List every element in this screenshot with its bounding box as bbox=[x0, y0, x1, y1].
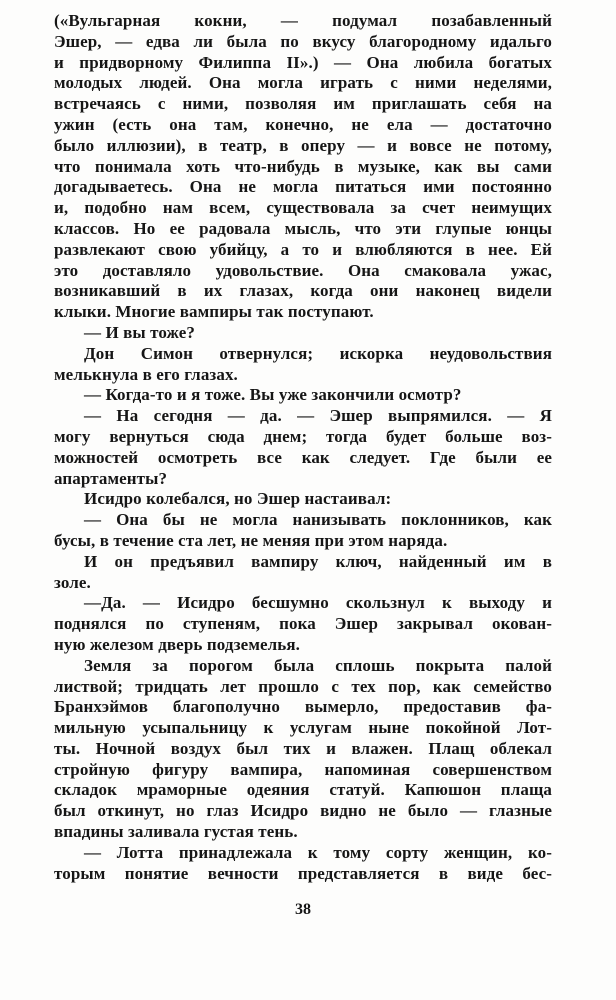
text-line: встречаясь с ними, позволяя им приглашать себя на bbox=[54, 94, 552, 114]
text-line: клыки. Многие вампиры так поступают. bbox=[54, 302, 374, 322]
text-line: это доставляло удовольствие. Она смаковала ужас, bbox=[54, 260, 552, 280]
text-line: возникавший в их глазах, когда они наконец видели bbox=[54, 281, 552, 301]
text-line: Эшер, — едва ли была по вкусу благородному идальго bbox=[54, 31, 552, 51]
text-line: Исидро колебался, но Эшер настаивал: bbox=[84, 489, 392, 509]
text-line: было иллюзии), в театр, в оперу — и вовсе не потому, bbox=[54, 135, 552, 155]
text-line: могу вернуться сюда днем; тогда будет больше воз- bbox=[54, 426, 552, 446]
text-line: — Она бы не могла нанизывать поклонников, как bbox=[84, 510, 552, 530]
text-line: ужин (есть она там, конечно, не ела — достаточно bbox=[54, 114, 552, 134]
text-line: золе. bbox=[54, 572, 91, 592]
text-line: догадываетесь. Она не могла питаться ими постоянно bbox=[54, 177, 552, 197]
text-line: бусы, в течение ста лет, не меняя при этом наряда. bbox=[54, 530, 448, 550]
text-line: торым понятие вечности представляется в виде бес- bbox=[54, 863, 552, 883]
text-line: («Вульгарная кокни, — подумал позабавленный bbox=[54, 11, 552, 30]
text-line: ную железом дверь подземелья. bbox=[54, 634, 301, 654]
text-line: складок мраморные одеяния статуй. Капюшон плаща bbox=[54, 780, 552, 800]
text-line: молодых людей. Она могла играть с ними неделями, bbox=[54, 73, 552, 93]
text-line: был откинут, но глаз Исидро видно не было — глазные bbox=[54, 801, 552, 821]
text-line: — На сегодня — да. — Эшер выпрямился. — Я bbox=[84, 406, 552, 426]
text-line: и придворному Филиппа II».) — Она любила богатых bbox=[54, 52, 552, 72]
text-line: Земля за порогом была сплошь покрыта палой bbox=[84, 655, 552, 675]
text-line: — Когда-то и я тоже. Вы уже закончили осмотр? bbox=[84, 385, 462, 405]
text-line: ты. Ночной воздух был тих и влажен. Плащ облекал bbox=[54, 738, 552, 758]
text-line: можностей осмотреть все как следует. Где были ее bbox=[54, 447, 552, 467]
text-line: Бранхэймов благополучно вымерло, предоставив фа- bbox=[54, 697, 552, 717]
text-line: мелькнула в его глазах. bbox=[54, 364, 238, 384]
text-line: и, подобно нам всем, существовала за счет неимущих bbox=[54, 198, 552, 218]
page-number: 38 bbox=[295, 901, 311, 919]
text-line: — И вы тоже? bbox=[84, 322, 195, 342]
text-line: Дон Симон отвернулся; искорка неудовольствия bbox=[84, 343, 552, 363]
text-line: листвой; тридцать лет прошло с тех пор, как семейство bbox=[54, 676, 552, 696]
text-line: апартаменты? bbox=[54, 468, 168, 488]
text-line: что понимала хоть что-нибудь в музыке, как вы сами bbox=[54, 156, 552, 176]
text-line: мильную усыпальницу к услугам ныне покойной Лот- bbox=[54, 718, 552, 738]
text-line: — Лотта принадлежала к тому сорту женщин, ко- bbox=[84, 842, 552, 862]
text-line: И он предъявил вампиру ключ, найденный им в bbox=[84, 551, 552, 571]
text-line: классов. Но ее радовала мысль, что эти глупые юнцы bbox=[54, 218, 552, 238]
text-line: —Да. — Исидро бесшумно скользнул к выходу и bbox=[84, 593, 552, 613]
text-line: развлекают свою убийцу, а то и влюбляются в нее. Ей bbox=[54, 239, 552, 259]
text-block bbox=[54, 11, 552, 884]
text-line: стройную фигуру вампира, напоминая совершенством bbox=[54, 759, 552, 779]
text-line: впадины заливала густая тень. bbox=[54, 822, 298, 842]
text-line: поднялся по ступеням, пока Эшер закрывал окован- bbox=[54, 614, 552, 634]
